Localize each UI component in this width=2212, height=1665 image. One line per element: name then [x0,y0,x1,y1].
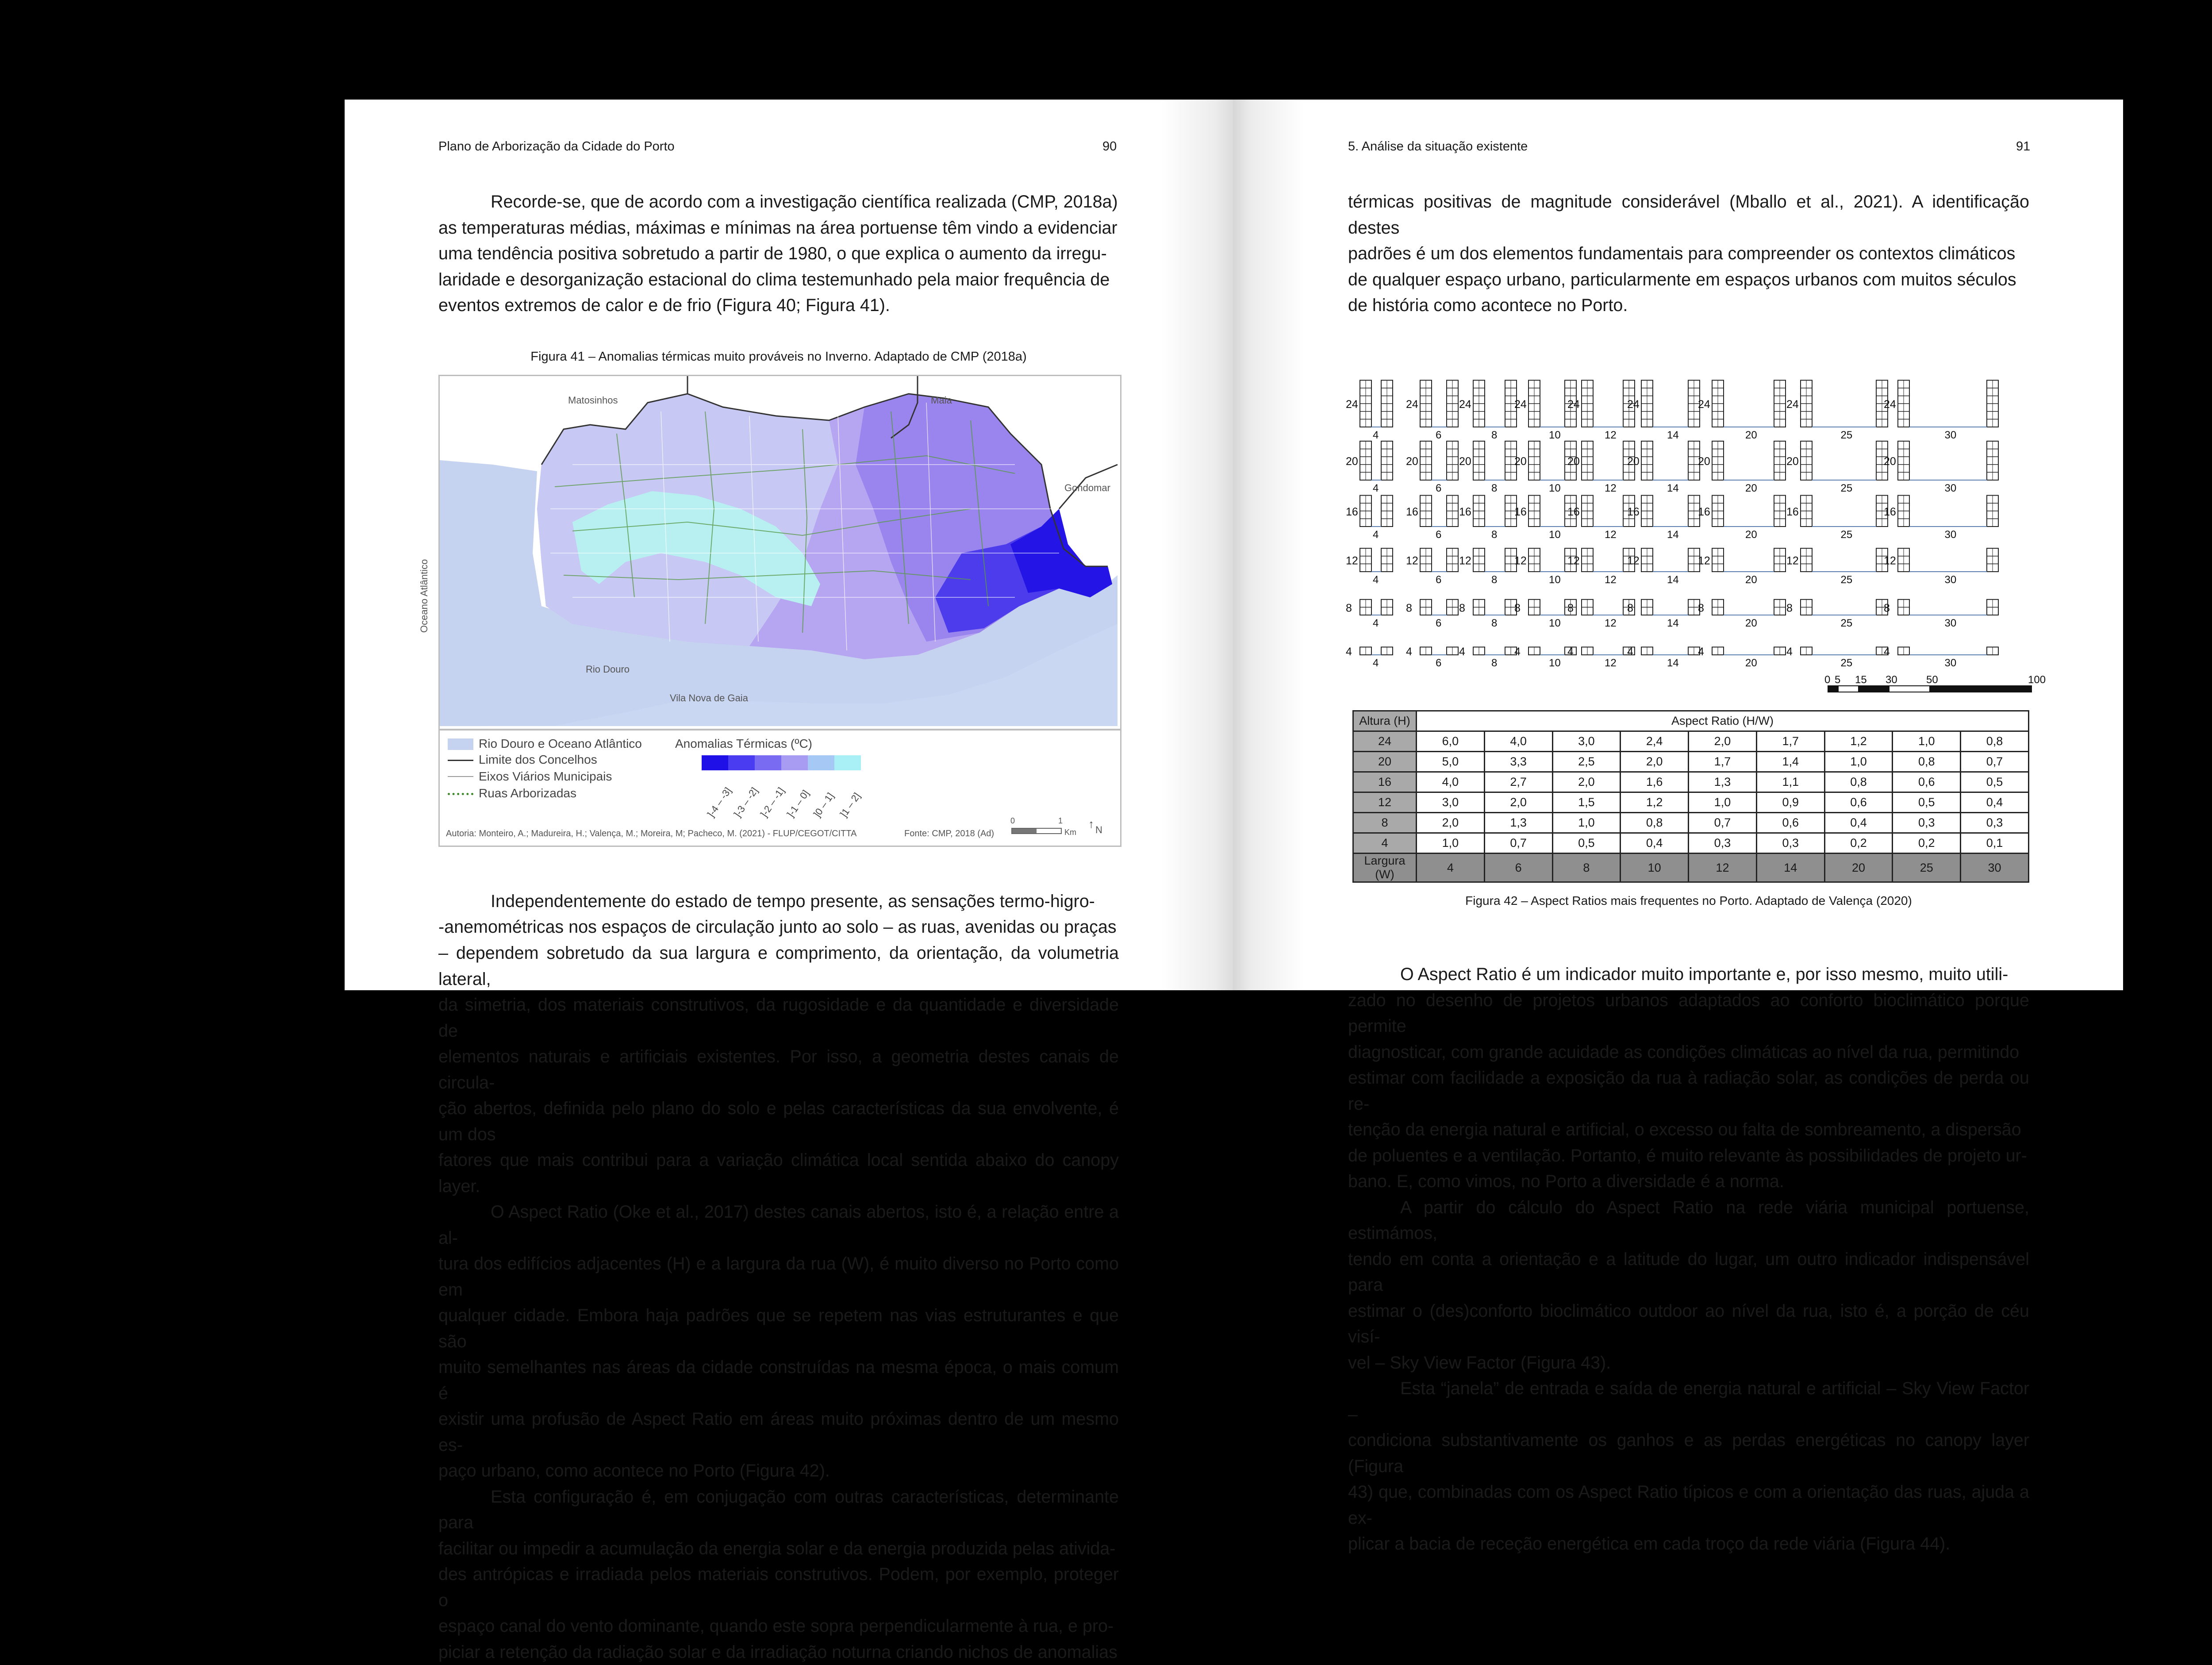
ratio-cell: 2,5 [1552,752,1621,772]
ratio-cell: 0,4 [1621,833,1689,854]
width-label: 8 [1491,657,1497,669]
legend-item: Ruas Arborizadas [479,786,576,800]
ratio-cell: 2,0 [1484,792,1552,813]
width-label: 10 [1549,529,1561,541]
text-line: as temperaturas médias, máximas e mínimas na área portuense têm vindo a evidenciar [438,215,1119,241]
scale-label: 0 [1824,674,1830,686]
ratio-cell: 0,2 [1824,833,1893,854]
width-label: 4 [1373,617,1379,629]
height-label: 8 [1567,602,1574,614]
anomaly-swatch [781,755,808,770]
text-line: plicar a bacia de receção energética em cada troço da rede viária (Figura 44). [1348,1531,2029,1557]
table-body [1353,731,2029,854]
table-row [1353,792,2029,813]
ratio-cell: 2,4 [1621,731,1689,752]
width-label: 30 [1945,529,1957,541]
width-label: 6 [1436,482,1441,494]
width-label: 4 [1373,529,1379,541]
ratio-cell: 2,0 [1621,752,1689,772]
ratio-cell: 3,0 [1417,792,1485,813]
width-label: 6 [1436,617,1441,629]
scale-segment [1838,686,1859,692]
width-label: 6 [1436,529,1441,541]
table-footer-row [1353,854,2029,882]
width-label: 25 [1841,482,1853,494]
height-label: 24 [1346,398,1358,411]
figure-caption: Figura 41 – Anomalias térmicas muito prováveis no Inverno. Adaptado de CMP (2018a) [438,350,1119,364]
table-row [1353,813,2029,833]
ratio-cell: 1,0 [1689,792,1757,813]
anomaly-class-label: ]-1 – 0] [785,788,812,819]
height-label: 8 [1514,602,1521,614]
ratio-cell: 0,6 [1756,813,1824,833]
ratio-cell: 0,3 [1756,833,1824,854]
width-label: 20 [1745,429,1757,441]
height-cell: 4 [1353,833,1417,854]
height-label: 12 [1514,555,1527,567]
table-row [1353,731,2029,752]
scale-label: 1 [1058,816,1063,826]
width-label: 4 [1373,574,1379,586]
width-label: 20 [1745,574,1757,586]
table-header-row [1353,711,2029,731]
width-label: 12 [1605,529,1617,541]
page-number: 90 [1102,139,1117,154]
height-cell: 12 [1353,792,1417,813]
table-row [1353,833,2029,854]
width-label: 12 [1605,482,1617,494]
height-label: 16 [1567,506,1580,518]
ratio-cell: 0,3 [1689,833,1757,854]
text-line: de qualquer espaço urbano, particularmente em espaços urbanos com muitos séculos [1348,267,2029,293]
thermal-anomaly-map [438,375,1121,730]
height-label: 12 [1459,555,1471,567]
ratio-cell: 2,0 [1417,813,1485,833]
footer-label: Largura (W) [1353,854,1417,882]
right-page [1233,100,2123,990]
map-graphic [440,376,1118,726]
map-credits: Autoria: Monteiro, A.; Madureira, H.; Valença, M.; Moreira, M; Pacheco, M. (2021) - FLUP/CEGOT/CITTA [446,829,856,839]
scale-label: 15 [1855,674,1867,686]
text-line: tendo em conta a orientação e a latitude do lugar, um outro indicador indispensável para [1348,1246,2029,1298]
text-line: estimar o (des)conforto bioclimático outdoor ao nível da rua, isto é, a porção de céu visí- [1348,1298,2029,1350]
text-line: muito semelhantes nas áreas da cidade construídas na mesma época, o mais comum é [438,1354,1119,1406]
page-number: 91 [2016,139,2030,154]
north-arrow-icon: ↑ [1088,817,1094,831]
anomaly-class-label: ]1 – 2] [838,791,863,819]
text-line: tenção da energia natural e artificial, o excesso ou falta de sombreamento, a dispersão [1348,1117,2029,1143]
ratio-cell: 1,3 [1689,772,1757,792]
height-label: 24 [1884,398,1896,411]
text-line: laridade e desorganização estacional do clima testemunhado pela maior frequência de [438,267,1119,293]
water-swatch [448,738,473,750]
scale-label: 100 [2028,674,2046,686]
text-line: espaço canal do vento dominante, quando este sopra perpendicularmente à rua, e pro- [438,1613,1119,1639]
ratio-cell: 1,7 [1689,752,1757,772]
width-label: 30 [1945,482,1957,494]
place-label: Vila Nova de Gaia [670,692,748,704]
scale-label: 0 [1010,816,1015,826]
paragraph-1 [438,189,1119,319]
text-line: zado no desenho de projetos urbanos adaptados ao conforto bioclimático porque permite [1348,988,2029,1039]
text-line: O Aspect Ratio (Oke et al., 2017) destes canais abertos, isto é, a relação entre a al- [438,1199,1119,1251]
anomaly-class-label: ]-3 – -2] [732,785,760,819]
height-label: 20 [1406,455,1418,468]
width-cell: 12 [1689,854,1757,882]
width-label: 6 [1436,574,1441,586]
figure-caption: Figura 42 – Aspect Ratios mais frequentes no Porto. Adaptado de Valença (2020) [1348,894,2029,908]
text-line: O Aspect Ratio é um indicador muito importante e, por isso mesmo, muito utili- [1348,961,2029,988]
width-label: 10 [1549,617,1561,629]
text-line: eventos extremos de calor e de frio (Figura 40; Figura 41). [438,292,1119,319]
anomaly-swatch [834,755,861,770]
height-label: 4 [1459,646,1465,658]
ratio-cell: 0,3 [1893,813,1961,833]
text-line: piciar a retenção da radiação solar e da irradiação noturna criando nichos de anomalias [438,1639,1119,1665]
height-label: 16 [1884,506,1896,518]
width-label: 4 [1373,657,1379,669]
width-cell: 25 [1893,854,1961,882]
scale-segment [1930,686,2032,692]
paragraph-1 [1348,189,2029,319]
text-line: bano. E, como vimos, no Porto a diversidade é a norma. [1348,1169,2029,1195]
height-label: 4 [1786,646,1793,658]
table-row [1353,752,2029,772]
height-label: 8 [1627,602,1633,614]
height-cell: 24 [1353,731,1417,752]
width-label: 14 [1667,529,1679,541]
text-line: padrões é um dos elementos fundamentais para compreender os contextos climáticos [1348,241,2029,267]
text-line: elementos naturais e artificiais existentes. Por isso, a geometria destes canais de circula- [438,1044,1119,1096]
anomaly-swatch [728,755,755,770]
text-line: Independentemente do estado de tempo presente, as sensações termo-higro- [438,888,1119,915]
height-label: 16 [1346,506,1358,518]
width-label: 6 [1436,657,1441,669]
height-cell: 20 [1353,752,1417,772]
height-label: 24 [1406,398,1418,411]
place-label: Rio Douro [586,664,630,675]
height-label: 12 [1786,555,1799,567]
text-line: de história como acontece no Porto. [1348,292,2029,319]
height-label: 16 [1406,506,1418,518]
width-label: 10 [1549,429,1561,441]
anomaly-swatch [702,755,728,770]
width-label: 4 [1373,482,1379,494]
width-label: 10 [1549,574,1561,586]
text-line: fatores que mais contribui para a variação climática local sentida abaixo do canopy layer. [438,1147,1119,1199]
width-cell: 10 [1621,854,1689,882]
height-label: 4 [1627,646,1633,658]
ratio-cell: 1,5 [1552,792,1621,813]
ratio-cell: 4,0 [1417,772,1485,792]
paragraph-2 [438,888,1119,915]
place-label: Matosinhos [568,395,618,406]
height-label: 20 [1627,455,1640,468]
legend-item: Limite dos Concelhos [479,753,597,767]
width-label: 25 [1841,617,1853,629]
anomaly-swatch [755,755,781,770]
text-line: facilitar ou impedir a acumulação da energia solar e da energia produzida pelas ativida- [438,1536,1119,1562]
width-cell: 14 [1756,854,1824,882]
ratio-cell: 1,0 [1552,813,1621,833]
width-label: 14 [1667,482,1679,494]
text-line: vel – Sky View Factor (Figura 43). [1348,1350,2029,1376]
col-header-cell: Aspect Ratio (H/W) [1417,711,2029,731]
anomaly-class-label: ]0 – 1] [811,791,836,819]
height-label: 20 [1514,455,1527,468]
height-label: 12 [1698,555,1710,567]
tree-street-swatch [448,793,473,795]
width-label: 8 [1491,617,1497,629]
width-label: 14 [1667,657,1679,669]
running-title: Plano de Arborização da Cidade do Porto [438,139,675,154]
ratio-cell: 0,7 [1484,833,1552,854]
width-label: 14 [1667,429,1679,441]
width-label: 10 [1549,657,1561,669]
scale-bar [1011,828,1062,834]
ratio-cell: 0,6 [1893,772,1961,792]
width-cell: 6 [1484,854,1552,882]
aspect-ratio-table [1352,710,2029,883]
width-label: 12 [1605,429,1617,441]
running-title: 5. Análise da situação existente [1348,139,1528,154]
ratio-cell: 0,8 [1961,731,2029,752]
ratio-cell: 0,8 [1824,772,1893,792]
height-label: 4 [1698,646,1704,658]
width-label: 20 [1745,657,1757,669]
text-line: ção abertos, definida pelo plano do solo e pelas características da sua envolvente, é um dos [438,1096,1119,1147]
width-label: 20 [1745,482,1757,494]
ratio-cell: 0,4 [1961,792,2029,813]
ratio-cell: 1,0 [1893,731,1961,752]
ratio-cell: 0,4 [1824,813,1893,833]
width-label: 30 [1945,574,1957,586]
ratio-cell: 2,0 [1552,772,1621,792]
width-label: 10 [1549,482,1561,494]
height-cell: 8 [1353,813,1417,833]
ratio-cell: 1,0 [1417,833,1485,854]
height-label: 12 [1627,555,1640,567]
road-swatch [448,776,473,777]
anomaly-swatch [808,755,834,770]
width-label: 14 [1667,617,1679,629]
width-label: 8 [1491,482,1497,494]
paragraph-2-cont [438,914,1119,940]
height-label: 8 [1786,602,1793,614]
text-line: da simetria, dos materiais construtivos, da rugosidade e da quantidade e diversidade de [438,992,1119,1044]
text-line: -anemométricas nos espaços de circulação junto ao solo – as ruas, avenidas ou praças [438,914,1119,940]
text-line: paço urbano, como acontece no Porto (Figura 42). [438,1458,1119,1484]
text-line: – dependem sobretudo da sua largura e comprimento, da orientação, da volumetria lateral, [438,940,1119,992]
height-label: 8 [1346,602,1352,614]
anomaly-class-label: ]-2 – -1] [758,785,787,819]
text-line: A partir do cálculo do Aspect Ratio na rede viária municipal portuense, estimámos, [1348,1195,2029,1246]
width-cell: 30 [1961,854,2029,882]
height-label: 16 [1786,506,1799,518]
ratio-cell: 1,6 [1621,772,1689,792]
ratio-cell: 1,3 [1484,813,1552,833]
anomaly-color-ramp [702,755,861,770]
text-line: de poluentes e a ventilação. Portanto, é muito relevante às possibilidades de projeto ur- [1348,1143,2029,1169]
boundary-swatch [448,760,473,761]
ratio-cell: 2,7 [1484,772,1552,792]
width-label: 25 [1841,574,1853,586]
text-line: condiciona substantivamente os ganhos e as perdas energéticas no canopy layer (Figura [1348,1427,2029,1479]
width-label: 30 [1945,429,1957,441]
ratio-cell: 0,9 [1756,792,1824,813]
scale-unit: Km [1064,828,1076,837]
width-label: 30 [1945,657,1957,669]
height-label: 24 [1567,398,1580,411]
height-label: 12 [1884,555,1896,567]
ratio-cell: 0,5 [1552,833,1621,854]
table-row [1353,772,2029,792]
width-label: 8 [1491,529,1497,541]
height-label: 8 [1406,602,1412,614]
ratio-cell: 1,4 [1756,752,1824,772]
width-label: 6 [1436,429,1441,441]
height-label: 4 [1406,646,1412,658]
ratio-cell: 2,0 [1689,731,1757,752]
width-label: 25 [1841,529,1853,541]
height-label: 4 [1514,646,1521,658]
ratio-cell: 1,1 [1756,772,1824,792]
ratio-cell: 0,7 [1961,752,2029,772]
height-label: 20 [1346,455,1358,468]
height-label: 16 [1459,506,1471,518]
width-label: 14 [1667,574,1679,586]
scale-label: 30 [1886,674,1897,686]
height-label: 12 [1346,555,1358,567]
ratio-cell: 0,8 [1621,813,1689,833]
height-label: 20 [1884,455,1896,468]
scale-segment [1828,686,1838,692]
height-label: 4 [1346,646,1352,658]
left-page [345,100,1233,990]
height-label: 12 [1567,555,1580,567]
width-label: 12 [1605,657,1617,669]
ratio-cell: 0,8 [1893,752,1961,772]
text-line: des antrópicas e irradiada pelos materiais construtivos. Podem, por exemplo, proteger o [438,1561,1119,1613]
ratio-cell: 0,6 [1824,792,1893,813]
scale-segment [1859,686,1889,692]
map-legend [438,729,1121,847]
ratio-cell: 0,5 [1961,772,2029,792]
height-label: 16 [1514,506,1527,518]
ratio-cell: 0,5 [1893,792,1961,813]
height-cell: 16 [1353,772,1417,792]
width-cell: 4 [1417,854,1485,882]
text-line: Esta “janela” de entrada e saída de energia natural e artificial – Sky View Factor – [1348,1376,2029,1427]
height-label: 16 [1698,506,1710,518]
height-label: 8 [1459,602,1465,614]
text-line: diagnosticar, com grande acuidade as condições climáticas ao nível da rua, permitindo [1348,1039,2029,1065]
scale-segment [1889,686,1930,692]
width-label: 25 [1841,657,1853,669]
anomaly-class-label: ]-4 – -3] [705,785,734,819]
paragraph-2 [1348,961,2029,1557]
street-canyon-diagram [1346,319,2036,708]
width-cell: 8 [1552,854,1621,882]
scale-label: 50 [1926,674,1938,686]
height-label: 24 [1786,398,1799,411]
row-header-cell: Altura (H) [1353,711,1417,731]
scale-label: 5 [1835,674,1840,686]
height-label: 20 [1459,455,1471,468]
text-line: 43) que, combinadas com os Aspect Ratio típicos e com a orientação das ruas, ajuda a ex- [1348,1479,2029,1531]
legend-item: Eixos Viários Municipais [479,769,612,784]
width-label: 8 [1491,429,1497,441]
legend-item: Rio Douro e Oceano Atlântico [479,737,642,751]
ratio-cell: 1,0 [1824,752,1893,772]
map-source: Fonte: CMP, 2018 (Ad) [904,829,994,839]
height-label: 12 [1406,555,1418,567]
ratio-cell: 0,3 [1961,813,2029,833]
text-line: tura dos edifícios adjacentes (H) e a largura da rua (W), é muito diverso no Porto como em [438,1251,1119,1303]
height-label: 16 [1627,506,1640,518]
ratio-cell: 5,0 [1417,752,1485,772]
place-label: Gondomar [1064,482,1110,494]
place-label: Oceano Atlântico [419,559,430,633]
height-label: 24 [1627,398,1640,411]
ratio-cell: 0,7 [1689,813,1757,833]
text-line: Esta configuração é, em conjugação com outras características, determinante para [438,1484,1119,1536]
height-label: 24 [1459,398,1471,411]
ratio-cell: 0,2 [1893,833,1961,854]
width-label: 30 [1945,617,1957,629]
width-label: 25 [1841,429,1853,441]
place-label: Maia [931,395,952,406]
width-label: 20 [1745,529,1757,541]
ratio-cell: 0,1 [1961,833,2029,854]
height-label: 20 [1786,455,1799,468]
text-line: térmicas positivas de magnitude considerável (Mballo et al., 2021). A identificação destes [1348,189,2029,241]
paragraph-2-rest [438,940,1119,1665]
height-label: 24 [1698,398,1710,411]
ratio-cell: 3,3 [1484,752,1552,772]
width-label: 12 [1605,617,1617,629]
ratio-cell: 6,0 [1417,731,1485,752]
height-label: 4 [1884,646,1890,658]
text-line: Recorde-se, que de acordo com a investigação científica realizada (CMP, 2018a) [438,189,1119,215]
ratio-cell: 1,2 [1621,792,1689,813]
width-label: 20 [1745,617,1757,629]
width-label: 8 [1491,574,1497,586]
height-label: 4 [1567,646,1574,658]
width-cell: 20 [1824,854,1893,882]
height-label: 24 [1514,398,1527,411]
text-line: qualquer cidade. Embora haja padrões que se repetem nas vias estruturantes e que são [438,1303,1119,1354]
ratio-cell: 4,0 [1484,731,1552,752]
ratio-cell: 1,2 [1824,731,1893,752]
width-label: 12 [1605,574,1617,586]
text-line: existir uma profusão de Aspect Ratio em áreas muito próximas dentro de um mesmo es- [438,1406,1119,1458]
height-label: 8 [1698,602,1704,614]
height-label: 20 [1567,455,1580,468]
text-line: estimar com facilidade a exposição da rua à radiação solar, as condições de perda ou re- [1348,1065,2029,1117]
height-label: 8 [1884,602,1890,614]
text-line: uma tendência positiva sobretudo a partir de 1980, o que explica o aumento da irregu- [438,241,1119,267]
anomaly-legend-title: Anomalias Térmicas (ºC) [675,737,812,751]
ratio-cell: 3,0 [1552,731,1621,752]
height-label: 20 [1698,455,1710,468]
width-label: 4 [1373,429,1379,441]
ratio-cell: 1,7 [1756,731,1824,752]
north-label: N [1095,824,1102,836]
